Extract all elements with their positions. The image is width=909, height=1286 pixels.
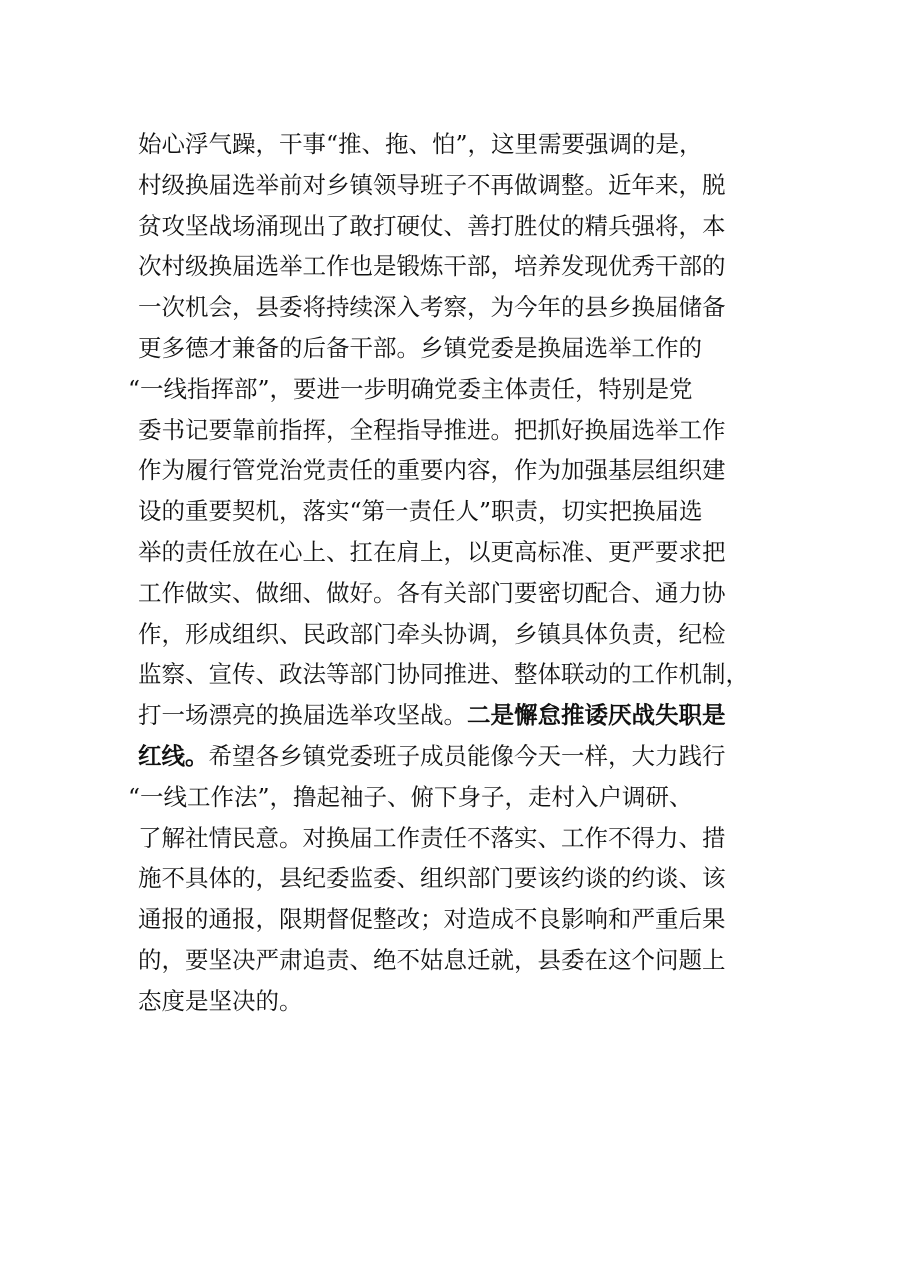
text-line: 通报的通报，限期督促整改；对造成不良影响和严重后果 xyxy=(138,905,726,934)
bold-heading-span: 红线。 xyxy=(138,741,209,770)
text-line: 态度是坚决的。 xyxy=(138,986,303,1015)
text-span: 打一场漂亮的换届选举攻坚战。 xyxy=(138,701,467,730)
text-line: 次村级换届选举工作也是锻炼干部，培养发现优秀干部的 xyxy=(138,252,726,281)
text-line: 作为履行管党治党责任的重要内容，作为加强基层组织建 xyxy=(138,456,726,485)
text-line: 村级换届选举前对乡镇领导班子不再做调整。近年来，脱 xyxy=(138,170,726,199)
text-span: 希望各乡镇党委班子成员能像今天一样，大力践行 xyxy=(208,741,726,770)
bold-heading-span: 二是懈怠推诿厌战失职是 xyxy=(467,701,726,730)
text-line: 一次机会，县委将持续深入考察，为今年的县乡换届储备 xyxy=(138,293,726,322)
text-line: 的，要坚决严肃追责、绝不姑息迁就，县委在这个问题上 xyxy=(138,945,726,974)
text-line: 设的重要契机，落实“第一责任人”职责，切实把换届选 xyxy=(138,497,703,526)
text-line: 委书记要靠前指挥，全程指导推进。把抓好换届选举工作 xyxy=(138,415,726,444)
text-line: 作，形成组织、民政部门牵头协调，乡镇具体负责，纪检 xyxy=(138,619,726,648)
text-line: 施不具体的，县纪委监委、组织部门要该约谈的约谈、该 xyxy=(138,864,726,893)
text-line: 监察、宣传、政法等部门协同推进、整体联动的工作机制， xyxy=(138,660,749,689)
text-line: 始心浮气躁，干事“推、拖、怕”，这里需要强调的是， xyxy=(138,130,703,158)
text-line: 工作做实、做细、做好。各有关部门要密切配合、通力协 xyxy=(138,578,726,607)
body-paragraph xyxy=(128,124,778,1022)
text-line: “一线指挥部”，要进一步明确党委主体责任，特别是党 xyxy=(128,374,693,403)
text-line xyxy=(138,695,778,736)
text-line: 更多德才兼备的后备干部。乡镇党委是换届选举工作的 xyxy=(138,333,702,362)
text-line: 了解社情民意。对换届工作责任不落实、工作不得力、措 xyxy=(138,823,726,852)
text-line: “一线工作法”，撸起袖子、俯下身子，走村入户调研、 xyxy=(128,782,693,811)
text-line: 贫攻坚战场涌现出了敢打硬仗、善打胜仗的精兵强将，本 xyxy=(138,211,726,240)
text-line xyxy=(138,736,778,777)
text-line: 举的责任放在心上、扛在肩上，以更高标准、更严要求把 xyxy=(138,537,726,566)
